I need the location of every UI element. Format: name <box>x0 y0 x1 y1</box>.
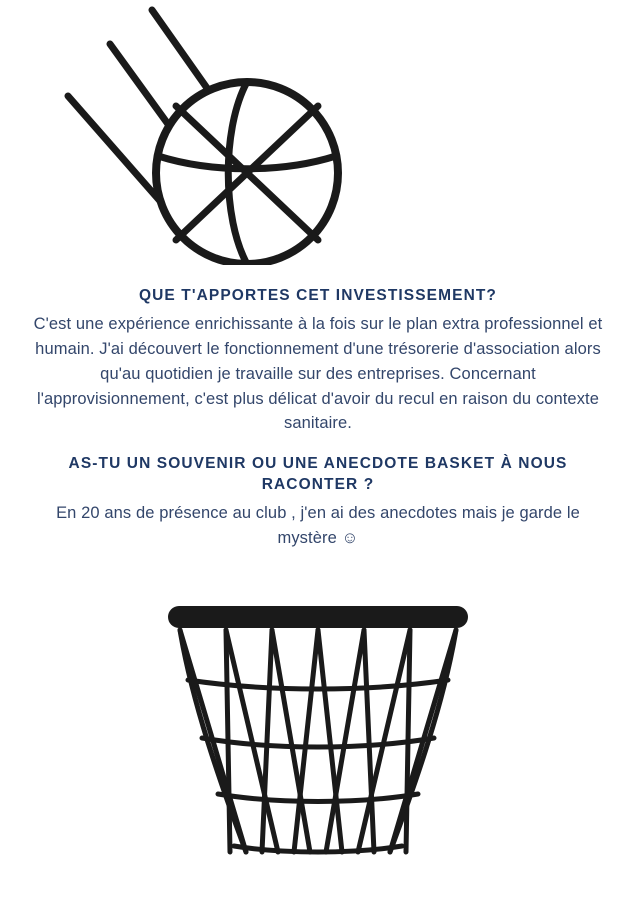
interview-content <box>0 286 636 569</box>
question-1: QUE T'APPORTES CET INVESTISSEMENT? <box>138 287 497 304</box>
answer-2: En 20 ans de présence au club , j'en ai des anecdotes mais je garde le mystère ☺ <box>56 504 580 547</box>
answer-1: C'est une expérience enrichissante à la fois sur le plan extra professionnel et humain. J'ai découvert le fonctionnement d'une trésorerie d'association alors qu'au quotidien je travaille sur des entreprises. Concernant l'approvisionnement, c'est plus délicat d'avoir du recul en raison du contexte sanitaire. <box>33 315 603 433</box>
question-2: AS-TU UN SOUVENIR OU UNE ANECDOTE BASKET À NOUS RACONTER ? <box>68 455 568 493</box>
basketball-hoop-with-net-icon <box>0 602 636 892</box>
basketball-ball-with-net-lines-icon <box>0 0 636 265</box>
qa-block-1 <box>26 286 610 436</box>
qa-block-2 <box>26 454 610 550</box>
